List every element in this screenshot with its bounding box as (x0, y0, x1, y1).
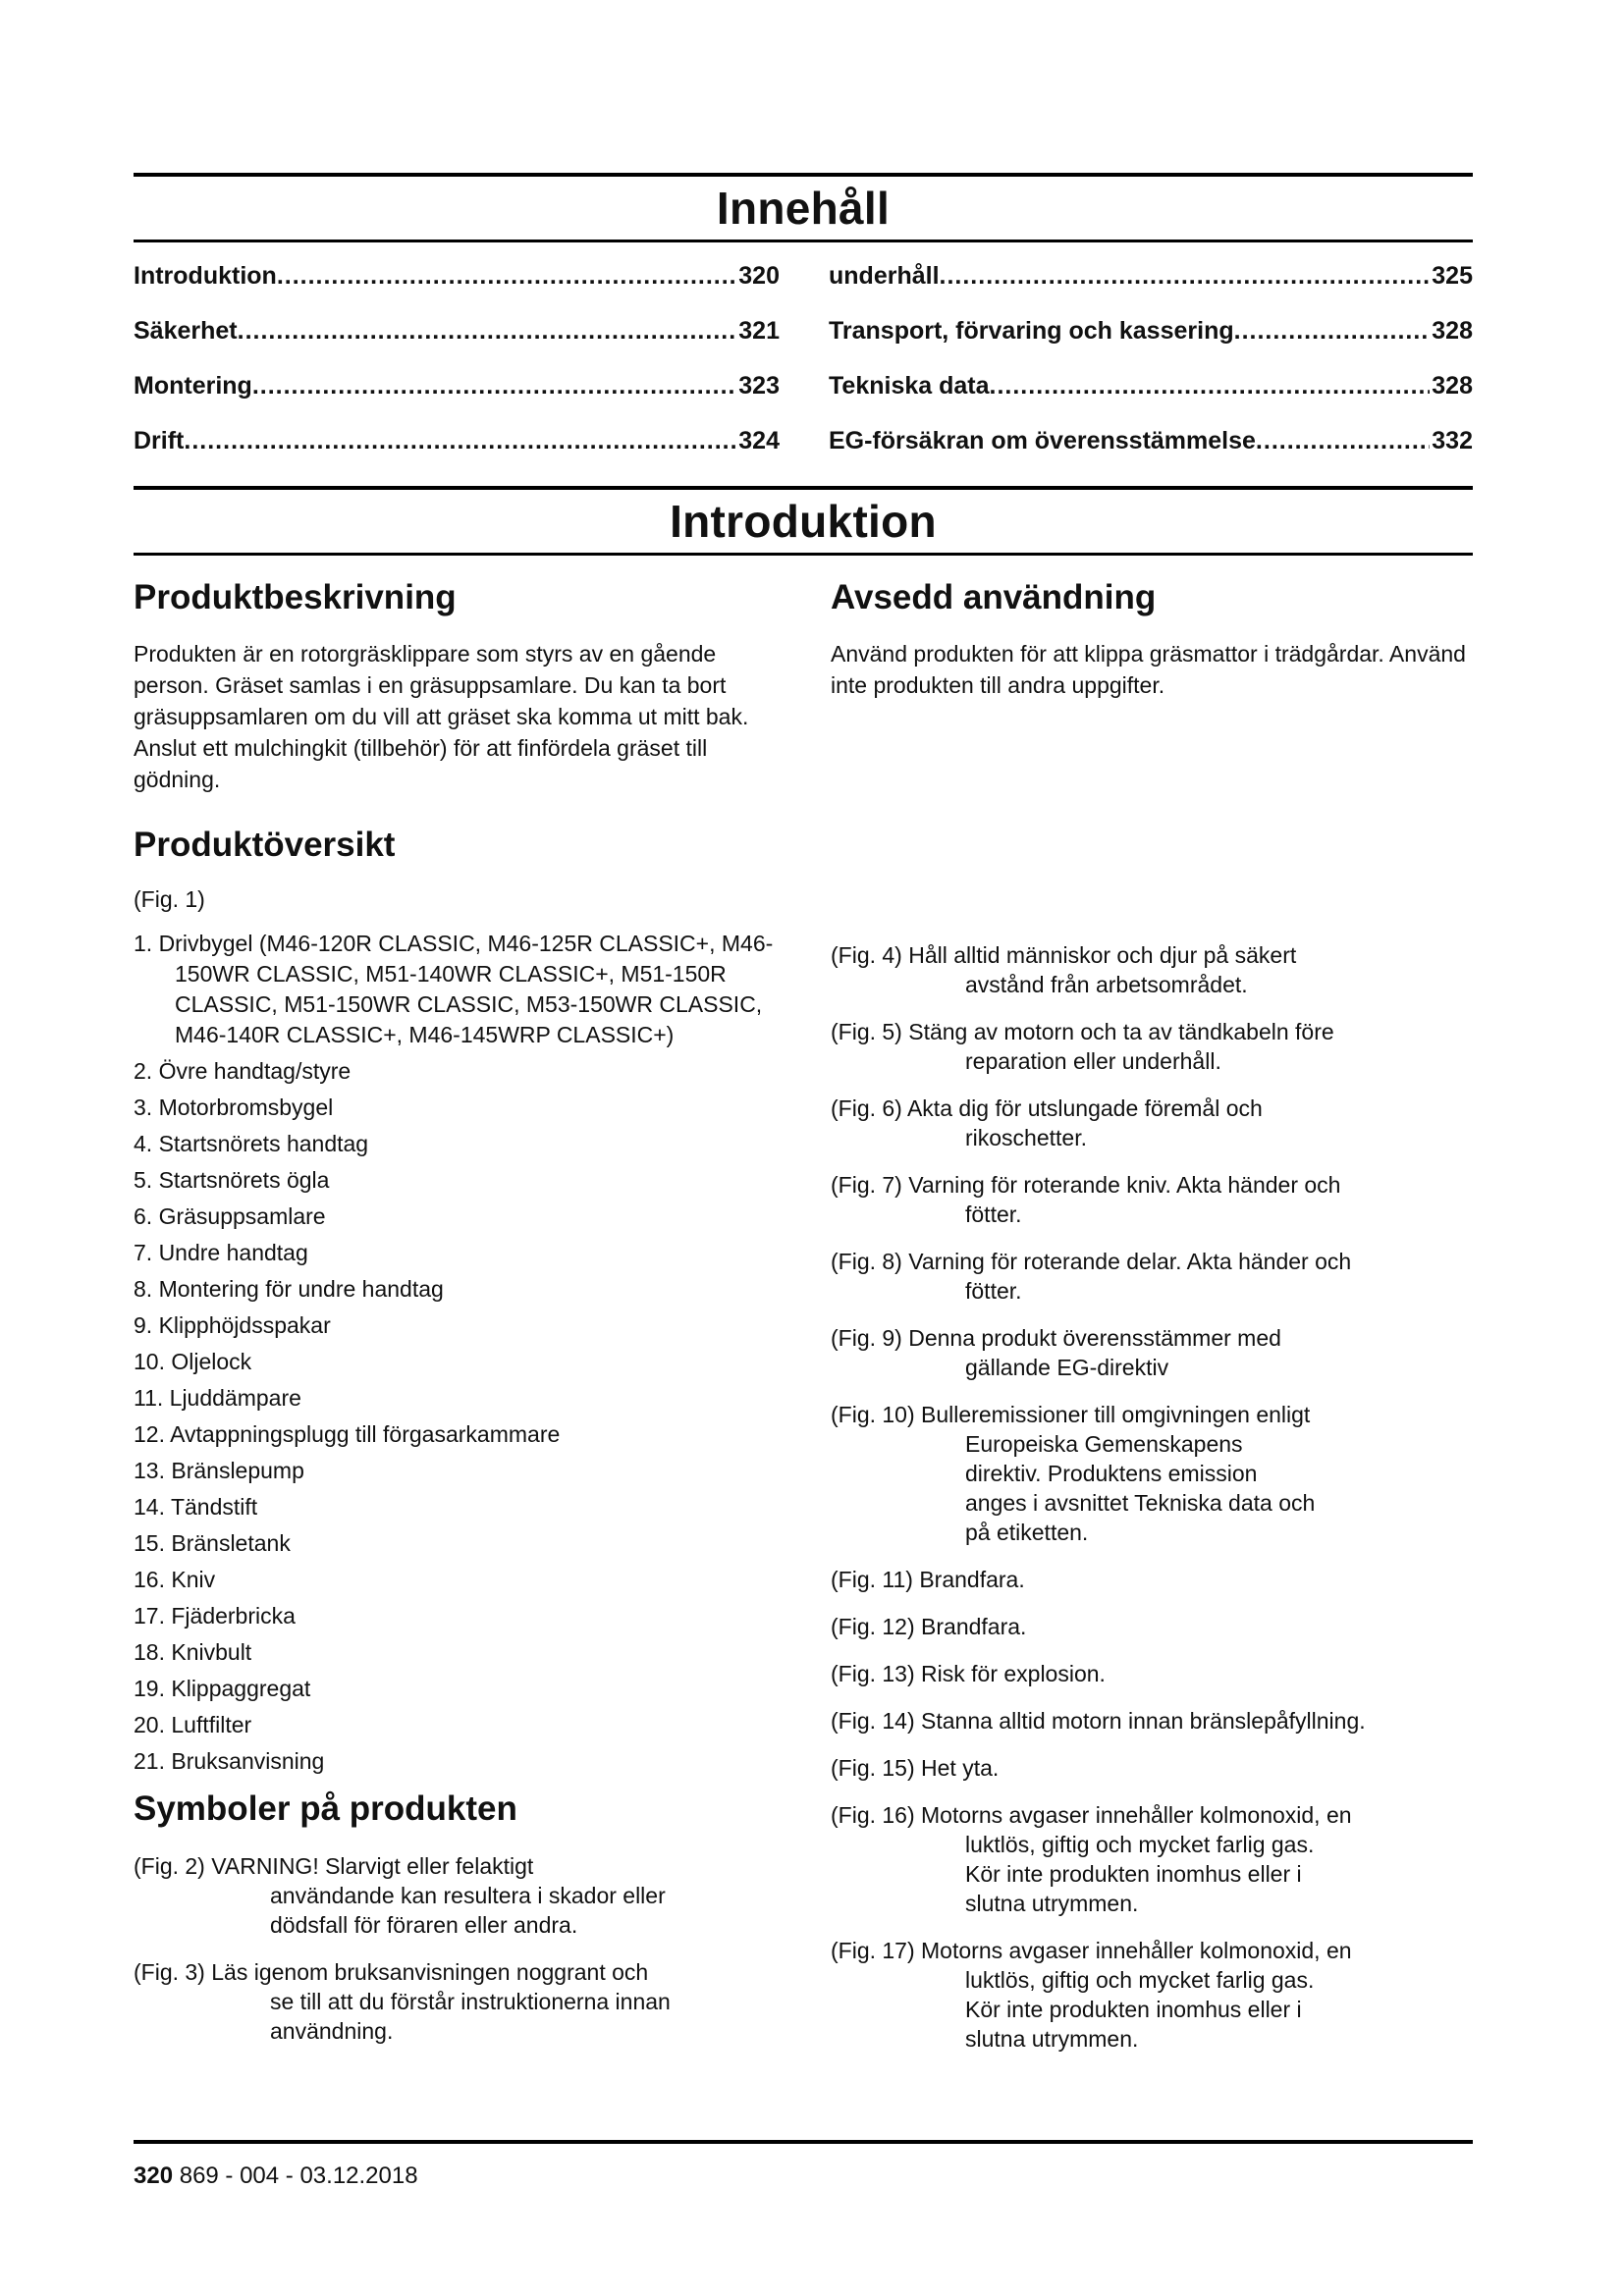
symbol-item-rest: se till att du förstår instruktionerna innan användning. (270, 1989, 671, 2044)
intended-use-text: Använd produkten för att klippa gräsmattor i trädgårdar. Använd inte produkten till andra uppgifter. (831, 641, 1466, 698)
symbol-item-lead: (Fig. 3) Läs igenom bruksanvisningen noggrant och (134, 1959, 649, 1985)
symbol-item-lead: (Fig. 4) Håll alltid människor och djur på säkert (831, 942, 1297, 968)
symbol-item (134, 1957, 742, 2046)
symbol-item (831, 1017, 1459, 1076)
symbol-item (831, 1753, 1459, 1783)
list-item: 8. Montering för undre handtag (134, 1276, 444, 1302)
toc-entry-page: 325 (1432, 262, 1473, 290)
product-overview-heading: Produktöversikt (134, 826, 396, 864)
page-footer (134, 2140, 1473, 2191)
symbol-item-lead: (Fig. 7) Varning för roterande kniv. Akta händer och (831, 1172, 1341, 1198)
symbol-item-lead: (Fig. 12) Brandfara. (831, 1614, 1027, 1639)
toc-entry-underhall[interactable] (829, 256, 1473, 311)
list-item: 21. Bruksanvisning (134, 1748, 325, 1774)
symbol-item-lead: (Fig. 5) Stäng av motorn och ta av tändkabeln före (831, 1019, 1334, 1044)
intro-title-rule (134, 553, 1473, 556)
product-description-text: Produkten är en rotorgräsklippare som styrs av en gående person. Gräset samlas i en gräsuppsamlare. Du kan ta bort gräsuppsamlaren om du vill att gräset ska komma ut mitt bak. Anslut ett mulchingkit (tillbehör) för att finfördela gräset till gödning. (134, 641, 749, 792)
symbol-item-lead: (Fig. 10) Bulleremissioner till omgivningen enligt (831, 1402, 1311, 1427)
toc-entry-page: 323 (738, 372, 780, 400)
list-item: 7. Undre handtag (134, 1240, 308, 1265)
toc-entry-title: Transport, förvaring och kassering (829, 317, 1234, 345)
symbol-item (831, 1170, 1459, 1229)
symbol-item-rest: avstånd från arbetsområdet. (965, 972, 1248, 997)
symbol-item (831, 1936, 1459, 2054)
list-item: 15. Bränsletank (134, 1530, 291, 1556)
toc-entry-title: Montering (134, 372, 252, 400)
intended-use-heading: Avsedd användning (831, 578, 1157, 616)
table-of-contents (134, 242, 1473, 486)
list-item: 13. Bränslepump (134, 1458, 304, 1483)
toc-entry-title: underhåll (829, 262, 940, 290)
symbol-item (831, 1323, 1459, 1382)
symbol-item-rest: reparation eller underhåll. (965, 1048, 1221, 1074)
list-item: 12. Avtappningsplugg till förgasarkammare (134, 1421, 561, 1447)
symbol-item (831, 1659, 1459, 1688)
toc-entry-tekniska-data[interactable] (829, 366, 1473, 421)
list-item: 10. Oljelock (134, 1349, 252, 1374)
list-item: 1. Drivbygel (M46-120R CLASSIC, M46-125R CLASSIC+, M46-150WR CLASSIC, M51-140WR CLASSIC+, M51-150R CLASSIC, M51-150WR CLASSIC, M53-150WR CLASSIC, M46-140R CLASSIC+, M46-145WRP CLASSIC+) (134, 931, 774, 1047)
page-content (134, 173, 1473, 2071)
symbol-item-rest: fötter. (965, 1201, 1022, 1227)
symbol-item-rest: Europeiska Gemenskapens direktiv. Produktens emission anges i avsnittet Tekniska data och på etiketten. (965, 1431, 1316, 1545)
symbol-item (831, 1247, 1459, 1306)
symbol-item-rest: luktlös, giftig och mycket farlig gas. Kör inte produkten inomhus eller i slutna utrymmen. (965, 1832, 1315, 1916)
symbol-item (831, 940, 1459, 999)
list-item: 4. Startsnörets handtag (134, 1131, 369, 1156)
symbol-item-rest: rikoschetter. (965, 1125, 1087, 1150)
symbols-heading: Symboler på produkten (134, 1789, 517, 1828)
page-number: 320 (134, 2163, 174, 2189)
list-item: 9. Klipphöjdsspakar (134, 1312, 331, 1338)
list-item: 14. Tändstift (134, 1494, 258, 1520)
product-overview-fig-ref: (Fig. 1) (134, 886, 205, 912)
symbol-item (134, 1851, 742, 1940)
toc-entry-page: 332 (1432, 427, 1473, 454)
symbol-item-lead: (Fig. 2) VARNING! Slarvigt eller felaktigt (134, 1853, 534, 1879)
document-info: 869 - 004 - 03.12.2018 (173, 2163, 418, 2189)
symbol-item-rest: användande kan resultera i skador eller dödsfall för föraren eller andra. (270, 1883, 666, 1938)
symbol-item-lead: (Fig. 11) Brandfara. (831, 1567, 1025, 1592)
symbol-item-lead: (Fig. 8) Varning för roterande delar. Akta händer och (831, 1249, 1352, 1274)
toc-title: Innehåll (716, 183, 891, 234)
toc-entry-transport[interactable] (829, 311, 1473, 366)
list-item: 20. Luftfilter (134, 1712, 252, 1737)
toc-entry-title: EG-försäkran om överensstämmelse (829, 427, 1256, 454)
toc-entry-introduktion[interactable] (134, 256, 780, 311)
toc-entry-montering[interactable] (134, 366, 780, 421)
symbol-item (831, 1800, 1459, 1918)
product-overview-list (134, 929, 782, 1777)
toc-entry-eg-forsakran[interactable] (829, 421, 1473, 476)
symbol-item-lead: (Fig. 17) Motorns avgaser innehåller kolmonoxid, en (831, 1938, 1352, 1963)
toc-entry-drift[interactable] (134, 421, 780, 476)
symbol-item-lead: (Fig. 9) Denna produkt överensstämmer med (831, 1325, 1281, 1351)
list-item: 19. Klippaggregat (134, 1676, 311, 1701)
right-column (831, 573, 1473, 2071)
symbol-item-lead: (Fig. 15) Het yta. (831, 1755, 1000, 1781)
toc-entry-title: Introduktion (134, 262, 277, 290)
intro-title: Introduktion (670, 496, 937, 547)
list-item: 11. Ljuddämpare (134, 1385, 301, 1411)
toc-entry-title: Tekniska data (829, 372, 990, 400)
symbols-left-list (134, 1851, 742, 2046)
footer-line (134, 2144, 1473, 2191)
product-description-heading: Produktbeskrivning (134, 578, 457, 616)
list-item: 16. Kniv (134, 1567, 216, 1592)
toc-entry-title: Säkerhet (134, 317, 238, 345)
list-item: 2. Övre handtag/styre (134, 1058, 352, 1084)
symbol-item-lead: (Fig. 14) Stanna alltid motorn innan bränslepåfyllning. (831, 1708, 1366, 1734)
toc-entry-title: Drift (134, 427, 185, 454)
list-item: 17. Fjäderbricka (134, 1603, 296, 1629)
symbols-right-list (831, 940, 1459, 2054)
symbol-item (831, 1400, 1459, 1547)
symbol-item (831, 1612, 1459, 1641)
symbol-item-rest: gällande EG-direktiv (965, 1355, 1169, 1380)
list-item: 5. Startsnörets ögla (134, 1167, 330, 1193)
toc-right-column (829, 256, 1473, 476)
symbol-item-lead: (Fig. 6) Akta dig för utslungade föremål och (831, 1095, 1263, 1121)
list-item: 6. Gräsuppsamlare (134, 1203, 326, 1229)
toc-entry-page: 324 (738, 427, 780, 454)
intro-columns (134, 573, 1473, 2071)
toc-entry-page: 321 (738, 317, 780, 345)
list-item: 3. Motorbromsbygel (134, 1095, 334, 1120)
symbol-item (831, 1565, 1459, 1594)
symbol-item (831, 1094, 1459, 1152)
symbol-item (831, 1706, 1459, 1735)
symbol-item-lead: (Fig. 13) Risk för explosion. (831, 1661, 1106, 1686)
list-item: 18. Knivbult (134, 1639, 252, 1665)
toc-entry-sakerhet[interactable] (134, 311, 780, 366)
toc-entry-page: 328 (1432, 317, 1473, 345)
left-column (134, 573, 782, 2071)
symbol-item-rest: fötter. (965, 1278, 1022, 1304)
symbol-item-lead: (Fig. 16) Motorns avgaser innehåller kolmonoxid, en (831, 1802, 1352, 1828)
symbol-item-rest: luktlös, giftig och mycket farlig gas. Kör inte produkten inomhus eller i slutna utrymmen. (965, 1967, 1315, 2052)
toc-left-column (134, 256, 780, 476)
toc-entry-page: 320 (738, 262, 780, 290)
toc-entry-page: 328 (1432, 372, 1473, 400)
